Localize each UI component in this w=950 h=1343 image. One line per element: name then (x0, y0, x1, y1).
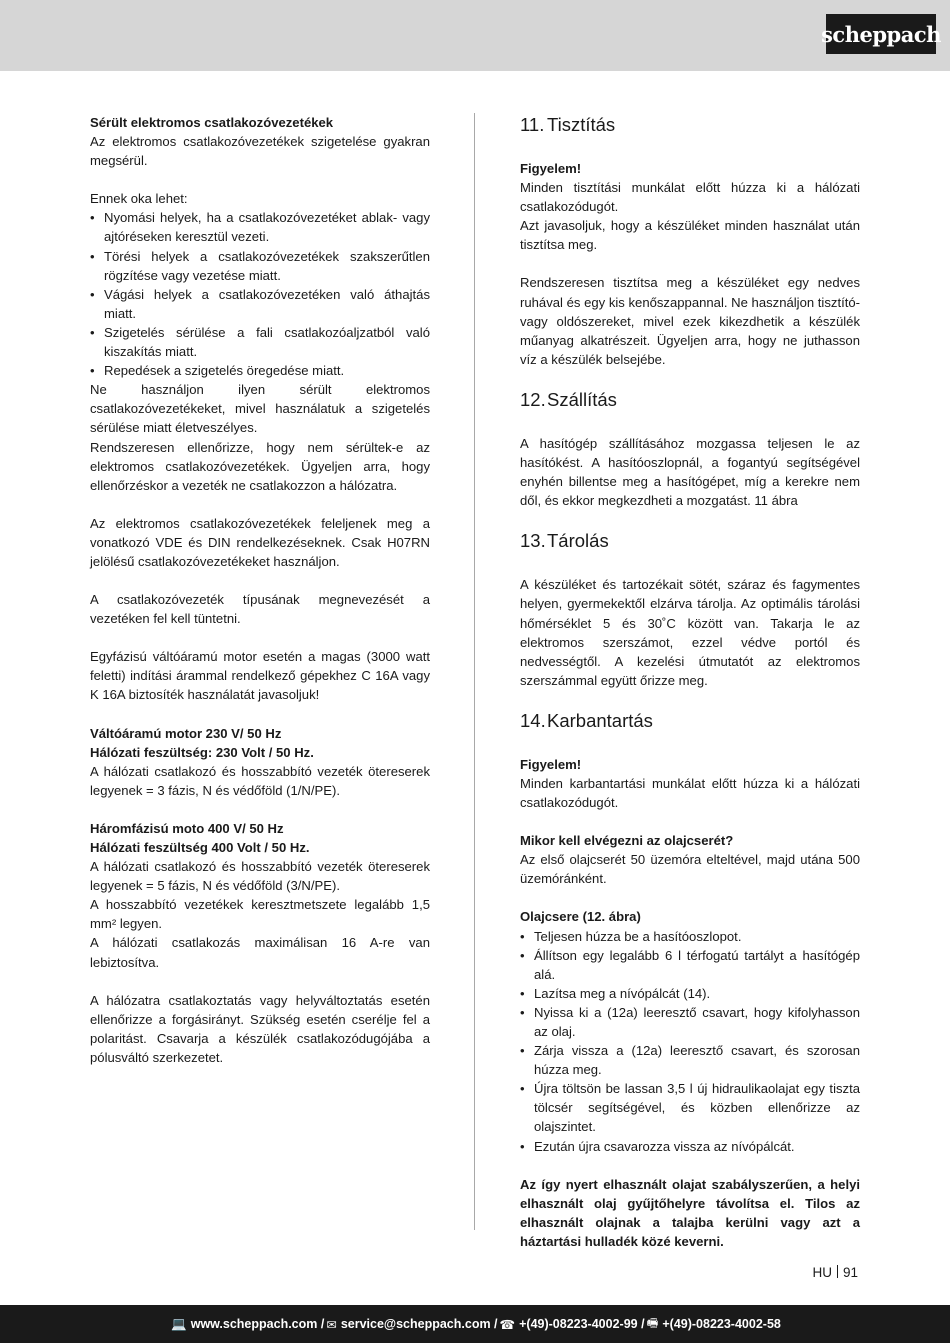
computer-icon: 💻 (171, 1316, 187, 1331)
list-item: • Repedések a szigetelés öregedése miatt. (90, 361, 430, 380)
paragraph: A hasítógép szállításához mozgassa teljesen le az hasítókést. A hasítóoszlopnál, a fogantyú segítségével enyhén billentse meg a hasítógépet, míg a kerekre nem dől, és ekkor megkezdheti a mozgatást. 11 ábra (520, 435, 860, 509)
paragraph: Rendszeresen tisztítsa meg a készüléket egy nedves ruhával és egy kis kenőszappannal. Ne használjon tisztító- vagy oldószereket, mivel ezek kikezdhetik a készülék műanyag alkatrészeit. Ügyeljen arra, hogy ne juthasson víz a készülék belsejébe. (520, 275, 860, 367)
paragraph: A hálózati csatlakozás maximálisan 16 A-re van lebiztosítva. (90, 935, 430, 970)
paragraph: A készüléket és tartozékait sötét, száraz és fagymentes helyen, gyermekektől elzárva tárolja. Az optimális tárolási hőmérséklet 5 és 30˚C között van. Takarja le az elektromos szerszámot, ezzel védve portól és nedvességtől. A kezelési útmutatót az elektromos szerszámmal együtt őrizze meg. (520, 577, 860, 688)
section-heading-cleaning: 11. Tisztítás (520, 114, 616, 135)
list-item: • Állítson egy legalább 6 l térfogatú tartályt a hasítógép alá. (520, 946, 860, 984)
paragraph: A hálózati csatlakozó és hosszabbító vezeték ötereserek legyenek = 5 fázis, N és védőföld (3/N/PE). (90, 859, 430, 894)
phone-icon: ☎ (499, 1317, 516, 1332)
oil-change-question: Mikor kell elvégezni az olajcserét? (520, 833, 734, 849)
causes-list (90, 208, 430, 380)
three-phase-voltage: Hálózati feszültség 400 Volt / 50 Hz. (90, 840, 310, 855)
oil-change-heading: Olajcsere (12. ábra) (520, 909, 641, 925)
list-item: • Törési helyek a csatlakozóvezetékek szakszerűtlen rögzítése vagy vezetése miatt. (90, 247, 430, 285)
paragraph: Ennek oka lehet: (90, 191, 188, 207)
paragraph: Azt javasoljuk, hogy a készüléket minden használat után tisztítsa meg. (520, 218, 860, 253)
left-column (90, 113, 430, 1067)
footer-website[interactable]: www.scheppach.com / (190, 1317, 325, 1331)
disposal-notice: Az így nyert elhasznált olajat szabályszerűen, a helyi elhasznált olaj gyűjtőhelyre távolítsa el. Tilos az elhasznált olajnak a talajba kerülni vagy azt a háztartási hulladék közé keverni. (520, 1176, 860, 1249)
section-heading-storage: 13.Tárolás (520, 530, 609, 552)
attention-label: Figyelem! (520, 161, 582, 176)
damaged-cables-heading: Sérült elektromos csatlakozóvezetékek (90, 115, 334, 130)
paragraph: Az elektromos csatlakozóvezetékek szigetelése gyakran megsérül. (90, 134, 430, 169)
list-item: • Szigetelés sérülése a fali csatlakozóaljzatból való kiszakítás miatt. (90, 323, 430, 361)
list-item: • Újra töltsön be lassan 3,5 l új hidraulikaolajat egy tiszta tölcsér segítségével, és közben ellenőrizze az olajszintet. (520, 1079, 860, 1136)
list-item: • Zárja vissza a (12a) leeresztő csavart, és szorosan húzza meg. (520, 1041, 860, 1079)
footer-bar (0, 1305, 950, 1343)
list-item: • Nyissa ki a (12a) leeresztő csavart, hogy kifolyhasson az olaj. (520, 1003, 860, 1041)
section-heading-maintenance: 14.Karbantartás (520, 709, 653, 731)
single-phase-voltage: Hálózati feszültség: 230 Volt / 50 Hz. (90, 744, 314, 760)
section-heading-transport: 12.Szállítás (520, 388, 617, 410)
scheppach-logo[interactable]: scheppach (826, 14, 936, 54)
three-phase-heading: Háromfázisú moto 400 V/ 50 Hz (90, 820, 284, 836)
paragraph: A hálózati csatlakozó és hosszabbító vezeték ötereserek legyenek = 3 fázis, N és védőföld (1/N/PE). (90, 763, 430, 798)
attention-label: Figyelem! (520, 756, 582, 772)
list-item: • Ezután újra csavarozza vissza az nívópálcát. (520, 1137, 860, 1156)
footer-phone[interactable]: +(49)-08223-4002-99 / (519, 1317, 645, 1331)
header-bar (0, 0, 950, 71)
column-divider (474, 113, 475, 1230)
oil-change-steps (520, 927, 860, 1156)
paragraph: A csatlakozóvezeték típusának megnevezését a vezetéken fel kell tüntetni. (90, 592, 430, 627)
right-column (520, 113, 860, 1251)
mail-icon: ✉ (326, 1317, 337, 1332)
paragraph: A hosszabbító vezetékek keresztmetszete legalább 1,5 mm² legyen. (90, 897, 430, 932)
footer-fax[interactable]: +(49)-08223-4002-58 (662, 1317, 781, 1331)
list-item: • Lazítsa meg a nívópálcát (14). (520, 984, 860, 1003)
paragraph: A hálózatra csatlakoztatás vagy helyváltoztatás esetén ellenőrizze a forgásirányt. Szükség esetén cserélje fel a polaritást. Csavarja a készülék csatlakozódugójába a pólusváltó szerkezetet. (90, 992, 430, 1065)
list-item: • Vágási helyek a csatlakozóvezetéken való áthajtás miatt. (90, 285, 430, 323)
paragraph: Rendszeresen ellenőrizze, hogy nem sérültek-e az elektromos csatlakozóvezetékek. Ügyeljen arra, hogy ellenőrzéskor a vezeték ne csatlakozzon a hálózatra. (90, 439, 430, 493)
paragraph: Az elektromos csatlakozóvezetékek feleljenek meg a vonatkozó VDE és DIN rendelkezéseknek. Csak H07RN jelölésű csatlakozóvezetékeket használjon. (90, 515, 430, 569)
paragraph: Ne használjon ilyen sérült elektromos csatlakozóvezetékeket, mivel használatuk a szigetelés sérülése miatt életveszélyes. (90, 382, 430, 436)
single-phase-heading: Váltóáramú motor 230 V/ 50 Hz (90, 725, 282, 741)
paragraph: Minden tisztítási munkálat előtt húzza ki a hálózati csatlakozódugót. (520, 180, 860, 215)
list-item: • Nyomási helyek, ha a csatlakozóvezetéket ablak- vagy ajtóréseken keresztül vezeti. (90, 208, 430, 246)
fax-icon: 🖷 (646, 1315, 659, 1330)
paragraph: Minden karbantartási munkálat előtt húzza ki a hálózati csatlakozódugót. (520, 775, 860, 811)
paragraph: Az első olajcserét 50 üzemóra elteltével, majd utána 500 üzemóránként. (520, 852, 860, 887)
list-item: • Teljesen húzza be a hasítóoszlopot. (520, 927, 860, 946)
page-number: HU 91 (812, 1265, 858, 1280)
footer-email[interactable]: service@scheppach.com / (340, 1317, 498, 1331)
paragraph: Egyfázisú váltóáramú motor esetén a magas (3000 watt feletti) indítási árammal rendelkező gépekhez C 16A vagy K 16A biztosíték használatát javasoljuk! (90, 649, 430, 703)
